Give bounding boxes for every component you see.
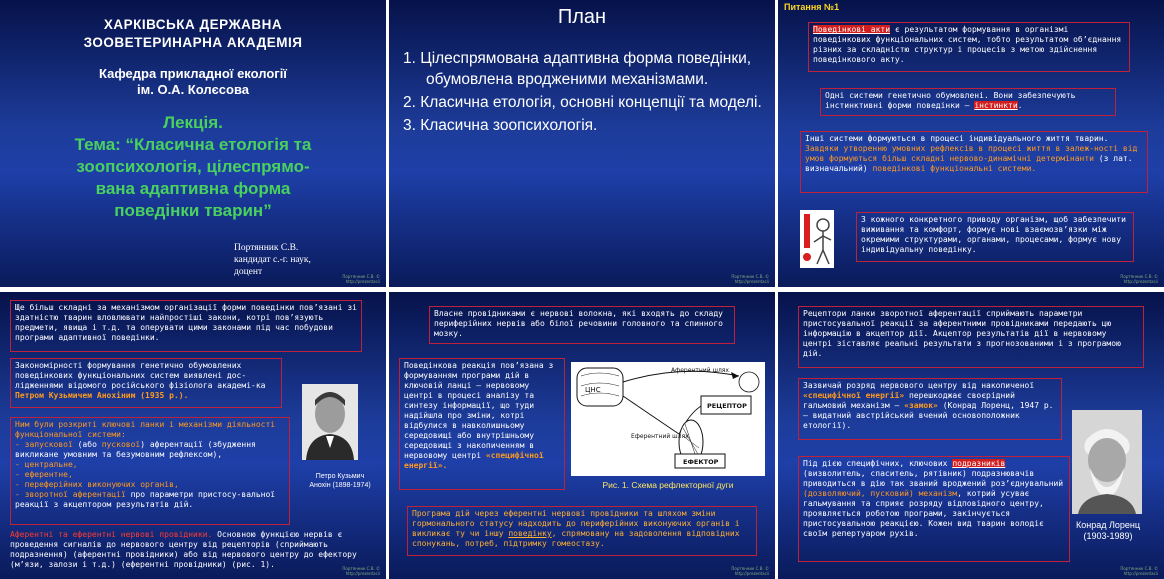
slide-question-1[interactable] — [778, 0, 1164, 287]
plan-item: 1. Цілеспрямована адаптивна форма поведінки, обумовлена вродженими механізмами. — [403, 50, 752, 88]
author-info: Портянник С.В. кандидат с.-г. наук, доцент — [234, 243, 311, 277]
reflex-arc-diagram — [571, 362, 765, 476]
text-box-individual-systems: Інші системи формуються в процесі індивідуального життя тварин. Завдяки утворенню умовних рефлексів в процесі життя в залеж-ності від умов формуються більш складні нервово-динамічні детермінанти (з лат. визначальний) поведінкові функціональні системи. — [800, 131, 1148, 193]
slide-reflex-arc[interactable] — [389, 292, 775, 579]
text-box-new-behavior: З кожного конкретного приводу організм, щоб забезпечити виживання та комфорт, формує нові взаємозв’язки між окремими структурами, органами, процесами, формує нову індивідуальну поведінку. — [856, 212, 1134, 262]
slide-credit: Портянник С.В. © http://prezentacii — [731, 274, 769, 284]
text-box-conductors: Власне провідниками є нервові волокна, які входять до складу периферійних нервів або білої речовини головного та спинного мозку. — [429, 306, 735, 344]
lecture-title: Лекція. Тема: “Класична етологія та зоопсихологія, цілеспрямо- вана адаптивна форма поведінки тварин” — [74, 113, 312, 220]
slide-plan[interactable] — [389, 0, 775, 287]
label-effector: ЕФЕКТОР — [683, 458, 719, 466]
highlight-term: подразників — [952, 459, 1006, 468]
label-cns: ЦНС — [585, 386, 601, 394]
highlight-term: Поведінкові акти — [813, 25, 891, 34]
text-box-functional-system: Ним були розкриті ключові ланки і механізми діяльності функціональної системи: - запускової (або пускової) аферентації (збудження викликане умовним та безумовним рефлексом), - центральне, - еферентне, - переферійних виконуючих органів, - зворотної аферентації про параметри пристосу-вальної реакції з акцептором результатів дій. — [10, 417, 290, 525]
slide-credit: Портянник С.В. © http://prezentacii — [731, 566, 769, 576]
highlight-term: інстинкти — [974, 101, 1018, 110]
text-box-complex-forms: Ще більш складні за механізмом організації форми поведінки пов’язані зі здатністю тварин вловлювати найпростіші закони, котрі пов’язують предмети, явища і т.д. та оперувати цими законами під час побудови програми адаптивної поведінки. — [10, 300, 362, 352]
lorenz-caption: Конрад Лоренц (1903-1989) — [1075, 520, 1141, 541]
text-box-lock-mechanism: Зазвичай розряд нервового центру від накопиченої «специфічної енергії» перешкоджає своєрідний гальмовий механізм – «замок» (Конрад Лоренц, 1947 р. – видатний австрійський вчений основоположник етології). — [798, 378, 1062, 440]
label-receptor: РЕЦЕПТОР — [707, 402, 747, 410]
slide-credit: Портянник С.В. © http://prezentacii — [342, 566, 380, 576]
slide-title[interactable] — [0, 0, 386, 287]
question-heading: Питання №1 — [784, 2, 840, 12]
text-box-receptors: Рецептори ланки зворотної аферентації сприймають параметри пристосувальної реакції за аферентними провідниками передають цю інформацію в акцептор дії. Акцептор результатів дії в нервовому центрі зіставляє реальні результати з прогнозованими і з програмою дій. — [798, 306, 1144, 368]
university-name: ХАРКІВСЬКА ДЕРЖАВНА ЗООВЕТЕРИНАРНА АКАДЕМІЯ — [83, 17, 303, 50]
slide-credit: Портянник С.В. © http://prezentacii — [342, 274, 380, 284]
slide-credit: Портянник С.В. © http://prezentacii — [1120, 566, 1158, 576]
plan-list — [403, 48, 769, 138]
department-name: Кафедра прикладної екології ім. О.А. Колєсова — [99, 66, 287, 97]
plan-item: 3. Класична зоопсихологія. — [403, 117, 598, 134]
text-box-release-mechanism: Під дією специфічних, ключових подразників (визволитель, спаситель, рятівник) подразнювачів приводиться в дію так званий вроджений роз’єднувальний (дозволяючий, пусковий) механізм, котрий усуває гальмування та сприяє розряду відповідного центру, проявляється роботою програми, закінчується пристосувальною реакцією. Кожен вид тварин володіє своїм репертуаром рухів. — [798, 456, 1070, 562]
anokhin-portrait-image — [302, 384, 358, 460]
slide-lorenz[interactable] — [778, 292, 1164, 579]
text-box-program: Програма дій через еферентні нервові провідники та шляхом зміни гормонального статусу надходить до периферійних виконуючих органів і викликає ту чи іншу поведінку, спрямовану на задоволення відповідних спонукань, потреб, підтримку гомеостазу. — [407, 506, 757, 556]
text-box-instincts: Одні системи генетично обумовлені. Вони забезпечують інстинктивні форми поведінки – інстинкти. — [820, 88, 1116, 116]
exclamation-figure-image — [800, 210, 834, 268]
text-box-anokhin: Закономірності формування генетично обумовлених поведінкових функціональних систем виявлені дос-лідженнями відомого російського фізіолога академі-ка Петром Кузьмичем Анохіним (1935 р.). — [10, 358, 282, 408]
text-afferent-efferent: Аферентні та еферентні нервові провідники. Основною функцією нервів є проведення сигналів до нервового центру від рецепторів (сприймають подразнення) (аферентні провідники) або від нервового центру до ефектору (м’язи, залози і т.д.) (еферентні провідники) (рис. 1). — [10, 530, 357, 569]
slide-credit: Портянник С.В. © http://prezentacii — [1120, 274, 1158, 284]
anokhin-caption: Петро Кузьмич Анохін (1898-1974) — [309, 473, 371, 489]
text-box-behavior-acts: Поведінкові акти є результатом формування в організмі поведінкових функціональних систем, тобто результатом об’єднання різних за складністю структур і процесів з метою здійснення поведінкового акту. — [808, 22, 1130, 72]
lorenz-portrait-image — [1072, 410, 1142, 514]
label-afferent-path: Аферентний шлях — [671, 367, 729, 374]
figure-caption: Рис. 1. Схема рефлекторної дуги — [602, 480, 734, 490]
slide-anokhin[interactable] — [0, 292, 386, 579]
text-box-behavior-reaction: Поведінкова реакція пов’язана з формуванням програми дій в ключовій ланці – нервовому центрі в процесі аналізу та синтезу інформації, що туди надійшла про зміни, котрі відбулися в навколишньому середовищі або внутрішньому середовищі з накопиченням в нервовому центрі «специфічної енергії». — [399, 358, 565, 490]
label-efferent-path: Еферентний шлях — [631, 433, 689, 440]
plan-title: План — [557, 6, 607, 28]
plan-item: 2. Класична етологія, основні концепції та моделі. — [403, 94, 762, 111]
